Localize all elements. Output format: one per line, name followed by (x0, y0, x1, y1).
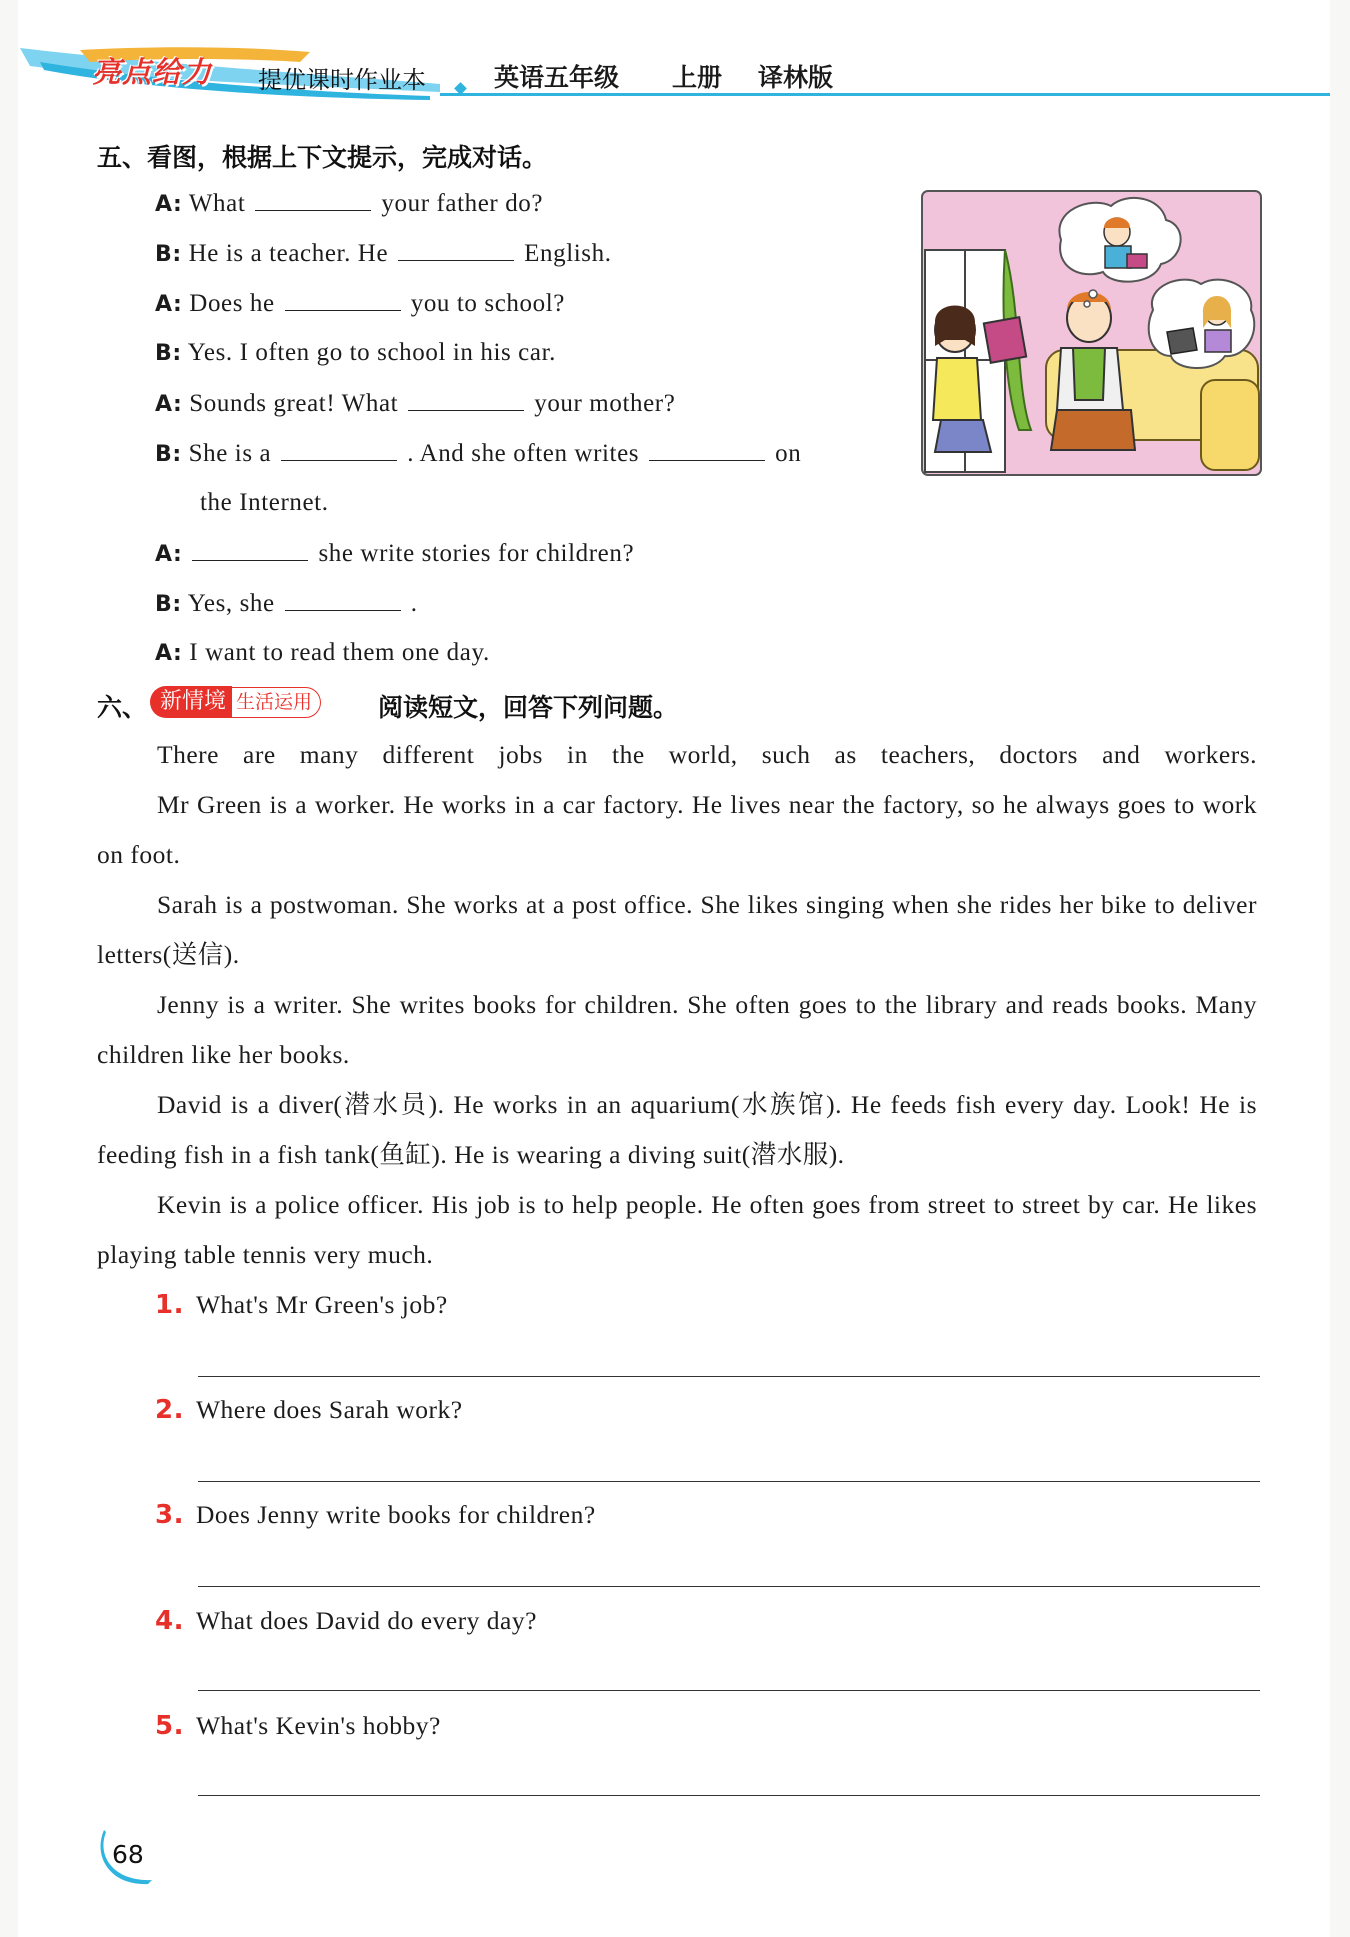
dialogue-line-3 (155, 288, 565, 320)
question-5 (155, 1711, 441, 1741)
fill-blank[interactable] (255, 188, 371, 211)
dialogue-text: . And she often writes (407, 440, 640, 467)
question-3 (155, 1500, 596, 1530)
speaker-label: A: (155, 641, 183, 666)
speaker-label: B: (155, 341, 182, 366)
passage-paragraph: Kevin is a police officer. His job is to help people. He often goes from street to street by car. He likes playing table tennis very much. (97, 1190, 1257, 1269)
answer-line-1[interactable] (198, 1376, 1260, 1377)
dialogue-line-5 (155, 388, 675, 420)
question-text: Where does Sarah work? (195, 1395, 463, 1424)
dialogue-text: on (775, 440, 802, 467)
speaker-label: B: (155, 242, 182, 267)
dialogue-line-1 (155, 188, 543, 220)
question-number: 5. (155, 1711, 184, 1741)
dialogue-text: Yes, she (187, 590, 275, 617)
new-context-tag (150, 686, 321, 718)
section-5-heading: 五、看图，根据上下文提示，完成对话。 (97, 143, 548, 172)
dialogue-line-2 (155, 238, 612, 270)
question-4 (155, 1606, 537, 1636)
passage-paragraph: There are many different jobs in the world, such as teachers, doctors and workers. (157, 740, 1257, 769)
fill-blank[interactable] (285, 288, 401, 311)
section-6-number: 六、 (97, 693, 148, 722)
speaker-label: A: (155, 292, 183, 317)
dialogue-text: Sounds great! What (189, 390, 399, 417)
section-6-heading: 阅读短文，回答下列问题。 (378, 693, 679, 722)
question-text: What's Mr Green's job? (195, 1290, 448, 1319)
speaker-label: A: (155, 542, 183, 567)
dialogue-text: Yes. I often go to school in his car. (187, 339, 556, 366)
dialogue-text: . (410, 590, 418, 617)
tag-main: 新情境 (150, 686, 232, 718)
fill-blank[interactable] (281, 438, 397, 461)
dialogue-text: Does he (189, 290, 275, 317)
passage-paragraph: Sarah is a postwoman. She works at a post office. She likes singing when she rides her bike to deliver letters(送信). (97, 890, 1257, 969)
dialogue-line-6 (155, 438, 801, 470)
answer-line-4[interactable] (198, 1690, 1260, 1691)
dialogue-line-6-cont (200, 488, 329, 518)
dialogue-line-8 (155, 588, 418, 620)
answer-line-2[interactable] (198, 1481, 1260, 1482)
dialogue-text: He is a teacher. He (188, 240, 389, 267)
page-number: 68 (112, 1840, 144, 1869)
dialogue-text: She is a (188, 440, 272, 467)
passage-paragraph: Mr Green is a worker. He works in a car factory. He lives near the factory, so he always goes to work on foot. (97, 790, 1257, 869)
dialogue-text: the Internet. (200, 489, 329, 516)
series-title: 提优课时作业本 (258, 66, 426, 94)
volume-label: 上册 (672, 63, 723, 92)
fill-blank[interactable] (649, 438, 765, 461)
question-1 (155, 1290, 448, 1320)
dialogue-text: What (188, 190, 246, 217)
brand-logo-text: 亮点给力 (92, 55, 213, 89)
speaker-label: A: (155, 192, 183, 217)
question-2 (155, 1395, 463, 1425)
reading-passage (97, 730, 1257, 1280)
question-text: What does David do every day? (195, 1606, 537, 1635)
fill-blank[interactable] (408, 388, 524, 411)
question-text: Does Jenny write books for children? (195, 1500, 596, 1529)
question-text: What's Kevin's hobby? (195, 1711, 441, 1740)
family-illustration (921, 190, 1262, 476)
edition-label: 译林版 (758, 63, 834, 92)
speaker-label: B: (155, 442, 182, 467)
passage-paragraph: Jenny is a writer. She writes books for children. She often goes to the library and reads books. Many children like her books. (97, 990, 1257, 1069)
fill-blank[interactable] (398, 238, 514, 261)
dialogue-text: she write stories for children? (318, 540, 635, 567)
dialogue-text: English. (524, 240, 612, 267)
speaker-label: A: (155, 392, 183, 417)
tag-sub: 生活运用 (232, 687, 321, 718)
speaker-label: B: (155, 592, 182, 617)
dialogue-line-9 (155, 638, 490, 669)
answer-line-5[interactable] (198, 1795, 1260, 1796)
dialogue-line-7 (155, 538, 634, 570)
dialogue-text: I want to read them one day. (189, 639, 490, 666)
answer-line-3[interactable] (198, 1586, 1260, 1587)
fill-blank[interactable] (192, 538, 308, 561)
fill-blank[interactable] (285, 588, 401, 611)
header-rule (440, 93, 1330, 96)
dialogue-text: your father do? (381, 190, 544, 217)
question-number: 1. (155, 1290, 184, 1320)
question-number: 4. (155, 1606, 184, 1636)
question-number: 3. (155, 1500, 184, 1530)
question-number: 2. (155, 1395, 184, 1425)
dialogue-text: you to school? (410, 290, 565, 317)
passage-paragraph: David is a diver(潜水员). He works in an aquarium(水族馆). He feeds fish every day. Look! He is feeding fish in a fish tank(鱼缸). He is wearing a diving suit(潜水服). (97, 1090, 1257, 1169)
subject-grade: 英语五年级 (494, 63, 620, 92)
dialogue-text: your mother? (534, 390, 676, 417)
dialogue-line-4 (155, 338, 556, 369)
